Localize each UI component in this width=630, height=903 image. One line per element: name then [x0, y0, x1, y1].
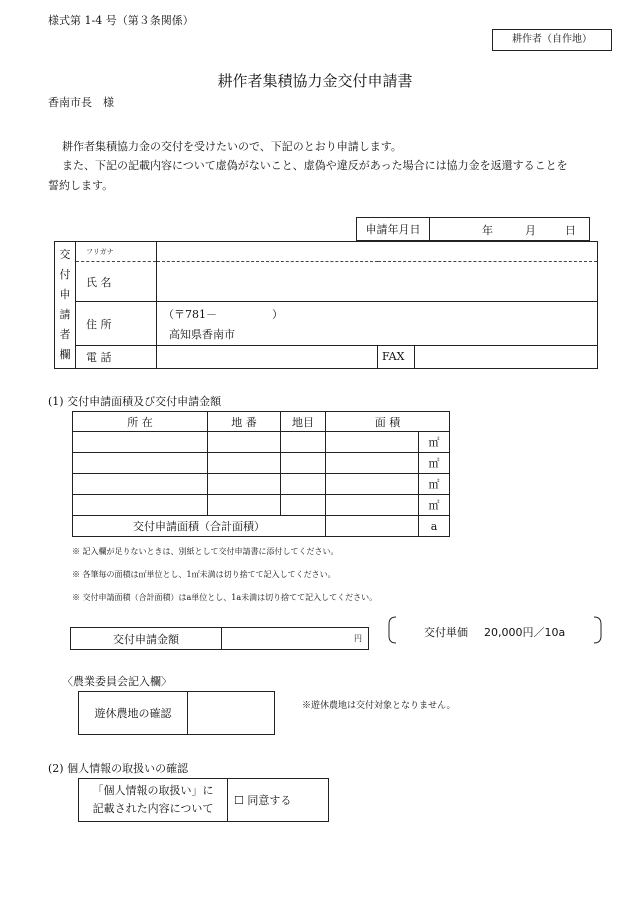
amount-table: [70, 627, 369, 650]
land-area-table: [72, 411, 450, 537]
body-line-2: また、下記の記載内容について虚偽がないこと、虚偽や違反があった場合には協力金を返還することを: [62, 159, 568, 172]
section1-heading: (1) 交付申請面積及び交付申請金額: [48, 395, 222, 408]
form-number: 様式第 1-4 号（第３条関係）: [48, 14, 194, 27]
col-land-category: 地目: [281, 412, 326, 432]
note-1: ※ 記入欄が足りないときは、別紙として交付申請書に添付してください。: [72, 547, 339, 556]
fax-cell[interactable]: [378, 346, 598, 369]
date-label: 申請年月日: [357, 218, 430, 241]
address-field[interactable]: [157, 302, 598, 346]
unit-price-value: 20,000円／10a: [484, 626, 566, 639]
month-label: 月: [525, 224, 536, 237]
name-field[interactable]: [157, 262, 598, 302]
fax-label: FAX: [378, 346, 415, 368]
table-row: [73, 453, 450, 474]
area-unit: ㎡: [419, 474, 450, 495]
applicant-side-label: 交 付 申 請 者 欄: [55, 242, 76, 369]
table-row: [73, 495, 450, 516]
body-line-1: 耕作者集積協力金の交付を受けたいので、下記のとおり申請します。: [62, 140, 402, 153]
area-unit: ㎡: [419, 495, 450, 516]
col-lot-number: 地 番: [208, 412, 281, 432]
area-unit: ㎡: [419, 453, 450, 474]
idle-farmland-label: 遊休農地の確認: [79, 692, 188, 735]
agri-committee-table: [78, 691, 275, 735]
checkbox-icon[interactable]: ☐: [234, 794, 244, 807]
city-name: 高知県香南市: [169, 328, 235, 341]
total-area-label: 交付申請面積（合計面積）: [73, 516, 326, 537]
phone-field[interactable]: [157, 346, 378, 369]
applicant-table: [54, 241, 598, 369]
note-2: ※ 各筆毎の面積は㎡単位とし、1㎡未満は切り捨てて記入してください。: [72, 570, 336, 579]
note-3: ※ 交付申請面積（合計面積）はa単位とし、1a未満は切り捨てて記入してください。: [72, 593, 378, 602]
name-label: 氏 名: [76, 262, 157, 302]
unit-price-label: 交付単価: [424, 626, 468, 639]
table-row: [73, 432, 450, 453]
total-area-unit: a: [419, 516, 450, 537]
day-label: 日: [565, 224, 576, 237]
postal-code: （〒781－ ）: [163, 308, 283, 321]
amount-field[interactable]: [222, 628, 369, 650]
idle-farmland-field[interactable]: [188, 692, 275, 735]
addressee: 香南市長 様: [48, 96, 114, 109]
amount-unit: 円: [354, 634, 362, 643]
body-line-3: 誓約します。: [48, 179, 114, 192]
col-location: 所 在: [73, 412, 208, 432]
consent-label: 「個人情報の取扱い」に 記載された内容について: [79, 779, 228, 822]
unit-price-box: [388, 616, 602, 644]
date-field[interactable]: [430, 218, 590, 241]
agri-committee-heading: 〈農業委員会記入欄〉: [62, 675, 172, 688]
col-area: 面 積: [326, 412, 450, 432]
furigana-label: フリガナ: [76, 242, 157, 262]
applicant-type-box: 耕作者（自作地）: [492, 29, 612, 51]
consent-checkbox-label: 同意する: [247, 794, 292, 807]
address-label: 住 所: [76, 302, 157, 346]
table-row: [73, 474, 450, 495]
consent-table: [78, 778, 329, 822]
application-date-table: [356, 217, 590, 241]
amount-label: 交付申請金額: [71, 628, 222, 650]
form-title: 耕作者集積協力金交付申請書: [217, 72, 413, 90]
consent-checkbox[interactable]: [228, 779, 329, 822]
section2-heading: (2) 個人情報の取扱いの確認: [48, 762, 189, 775]
furigana-field[interactable]: [157, 242, 598, 262]
idle-farmland-note: ※遊休農地は交付対象となりません。: [302, 701, 456, 711]
area-unit: ㎡: [419, 432, 450, 453]
year-label: 年: [482, 224, 493, 237]
total-area-field[interactable]: [326, 516, 419, 537]
phone-label: 電 話: [76, 346, 157, 369]
